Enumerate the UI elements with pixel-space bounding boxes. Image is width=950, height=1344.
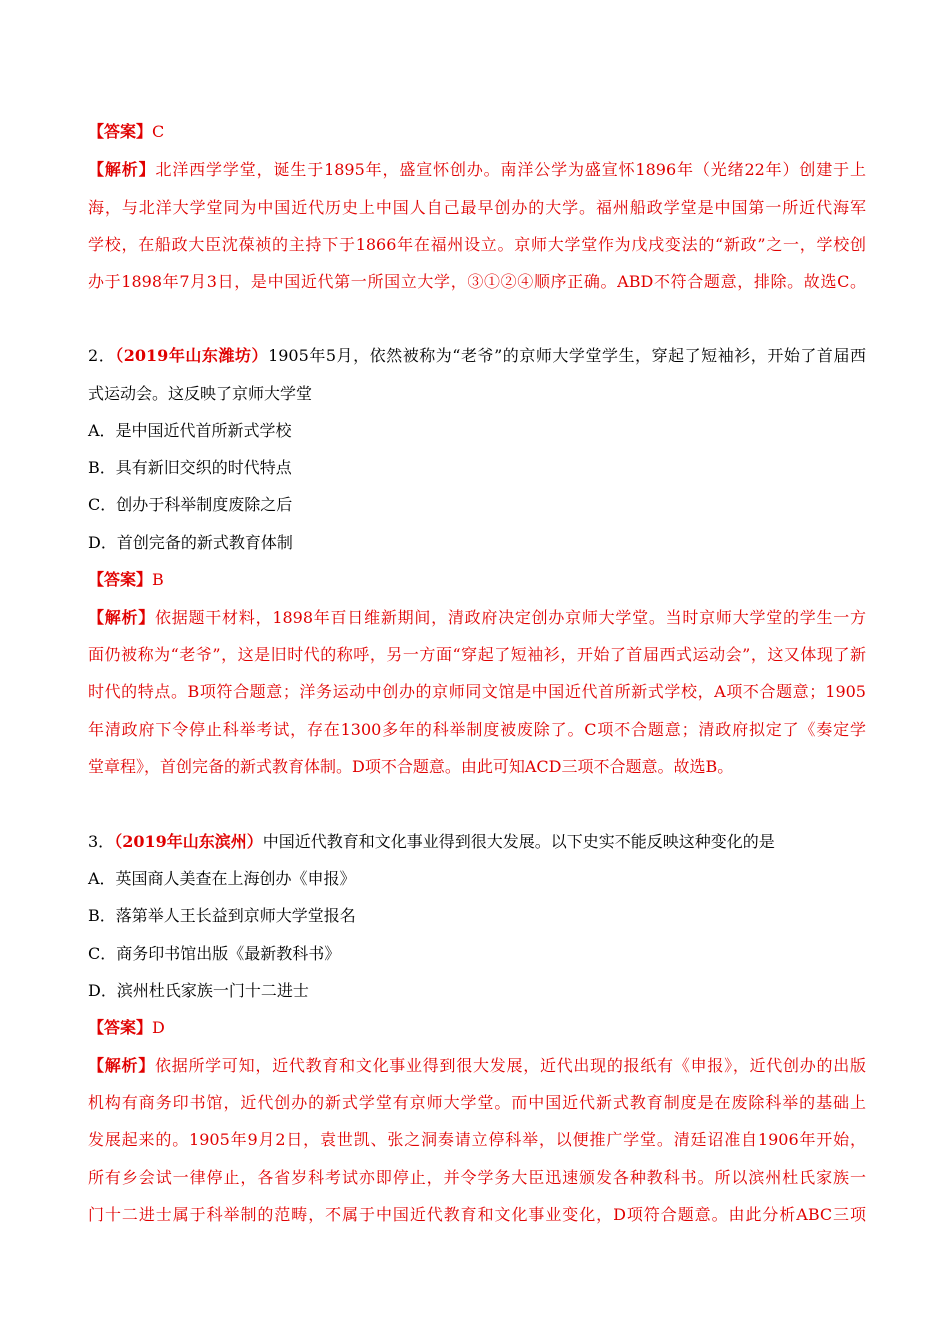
analysis-text: 依据题干材料，1898年百日维新期间，清政府决定创办京师大学堂。当时京师大学堂的学生一方 — [155, 608, 866, 627]
analysis-line: 发展起来的。1905年9月2日，袁世凯、张之洞奏请立停科举，以便推广学堂。清廷诏准自1906年开始， — [88, 1130, 866, 1149]
analysis-label: 【解析】 — [88, 160, 156, 179]
option-b: B．落第举人王长益到京师大学堂报名 — [88, 906, 356, 925]
analysis-label: 【解析】 — [88, 1056, 155, 1075]
analysis-text: 依据所学可知，近代教育和文化事业得到很大发展，近代出现的报纸有《申报》，近代创办的出版 — [154, 1056, 866, 1075]
answer-line — [88, 1018, 866, 1038]
analysis-label: 【解析】 — [88, 608, 156, 627]
analysis-line — [88, 160, 866, 180]
question-source: （2019年山东潍坊） — [115, 346, 269, 365]
option-a: A．英国商人美查在上海创办《申报》 — [88, 869, 356, 888]
answer-line — [88, 122, 866, 142]
analysis-line: 办于1898年7月3日，是中国近代第一所国立大学，③①②④顺序正确。ABD不符合题意，排除。故选C。 — [88, 272, 866, 291]
analysis-line: 所有乡会试一律停止，各省岁科考试亦即停止，并令学务大臣迅速颁发各种教科书。所以滨州杜氏家族一 — [88, 1168, 866, 1187]
answer-value: D — [152, 1018, 165, 1037]
question-number: 3． — [88, 832, 115, 851]
answer-label: 【答案】 — [88, 570, 153, 589]
answer-label: 【答案】 — [88, 1018, 153, 1037]
question-text: 中国近代教育和文化事业得到很大发展。以下史实不能反映这种变化的是 — [262, 832, 775, 851]
option-d: D．首创完备的新式教育体制 — [88, 533, 293, 552]
analysis-text: 北洋西学学堂，诞生于1895年，盛宣怀创办。南洋公学为盛宣怀1896年（光绪22年）创建于上 — [155, 160, 866, 179]
analysis-line: 面仍被称为“老爷”，这是旧时代的称呼，另一方面“穿起了短袖衫，开始了首届西式运动会”，这又体现了新 — [88, 645, 866, 664]
question-source: （2019年山东滨州） — [114, 832, 263, 851]
analysis-line: 门十二进士属于科举制的范畴，不属于中国近代教育和文化事业变化，D项符合题意。由此分析ABC三项 — [88, 1205, 866, 1224]
analysis-line: 堂章程》，首创完备的新式教育体制。D项不合题意。由此可知ACD三项不合题意。故选B。 — [88, 757, 734, 776]
answer-value: B — [152, 570, 164, 589]
analysis-line — [88, 608, 866, 628]
answer-label: 【答案】 — [88, 122, 153, 141]
question-number: 2． — [88, 346, 116, 365]
question-stem — [88, 832, 866, 852]
analysis-line: 年清政府下令停止科举考试，存在1300多年的科举制度被废除了。C项不合题意；清政府拟定了《奏定学 — [88, 720, 866, 739]
answer-value: C — [152, 122, 165, 141]
option-b: B．具有新旧交织的时代特点 — [88, 458, 292, 477]
analysis-line: 海，与北洋大学堂同为中国近代历史上中国人自己最早创办的大学。福州船政学堂是中国第一所近代海军 — [88, 198, 866, 217]
option-a: A．是中国近代首所新式学校 — [88, 421, 292, 440]
analysis-line: 学校，在船政大臣沈葆祯的主持下于1866年在福州设立。京师大学堂作为戊戌变法的“新政”之一，学校创 — [88, 235, 866, 254]
analysis-line: 机构有商务印书馆，近代创办的新式学堂有京师大学堂。而中国近代新式教育制度是在废除科举的基础上 — [88, 1093, 866, 1112]
question-text: 1905年5月，依然被称为“老爷”的京师大学堂学生，穿起了短袖衫，开始了首届西 — [268, 346, 866, 365]
answer-line — [88, 570, 866, 590]
option-c: C．创办于科举制度废除之后 — [88, 495, 293, 514]
analysis-line — [88, 1056, 866, 1076]
option-c: C．商务印书馆出版《最新教科书》 — [88, 944, 341, 963]
question-stem — [88, 346, 866, 366]
question-stem-line: 式运动会。这反映了京师大学堂 — [88, 384, 313, 403]
analysis-line: 时代的特点。B项符合题意；洋务运动中创办的京师同文馆是中国近代首所新式学校，A项不合题意；1905 — [88, 682, 866, 701]
option-d: D．滨州杜氏家族一门十二进士 — [88, 981, 309, 1000]
